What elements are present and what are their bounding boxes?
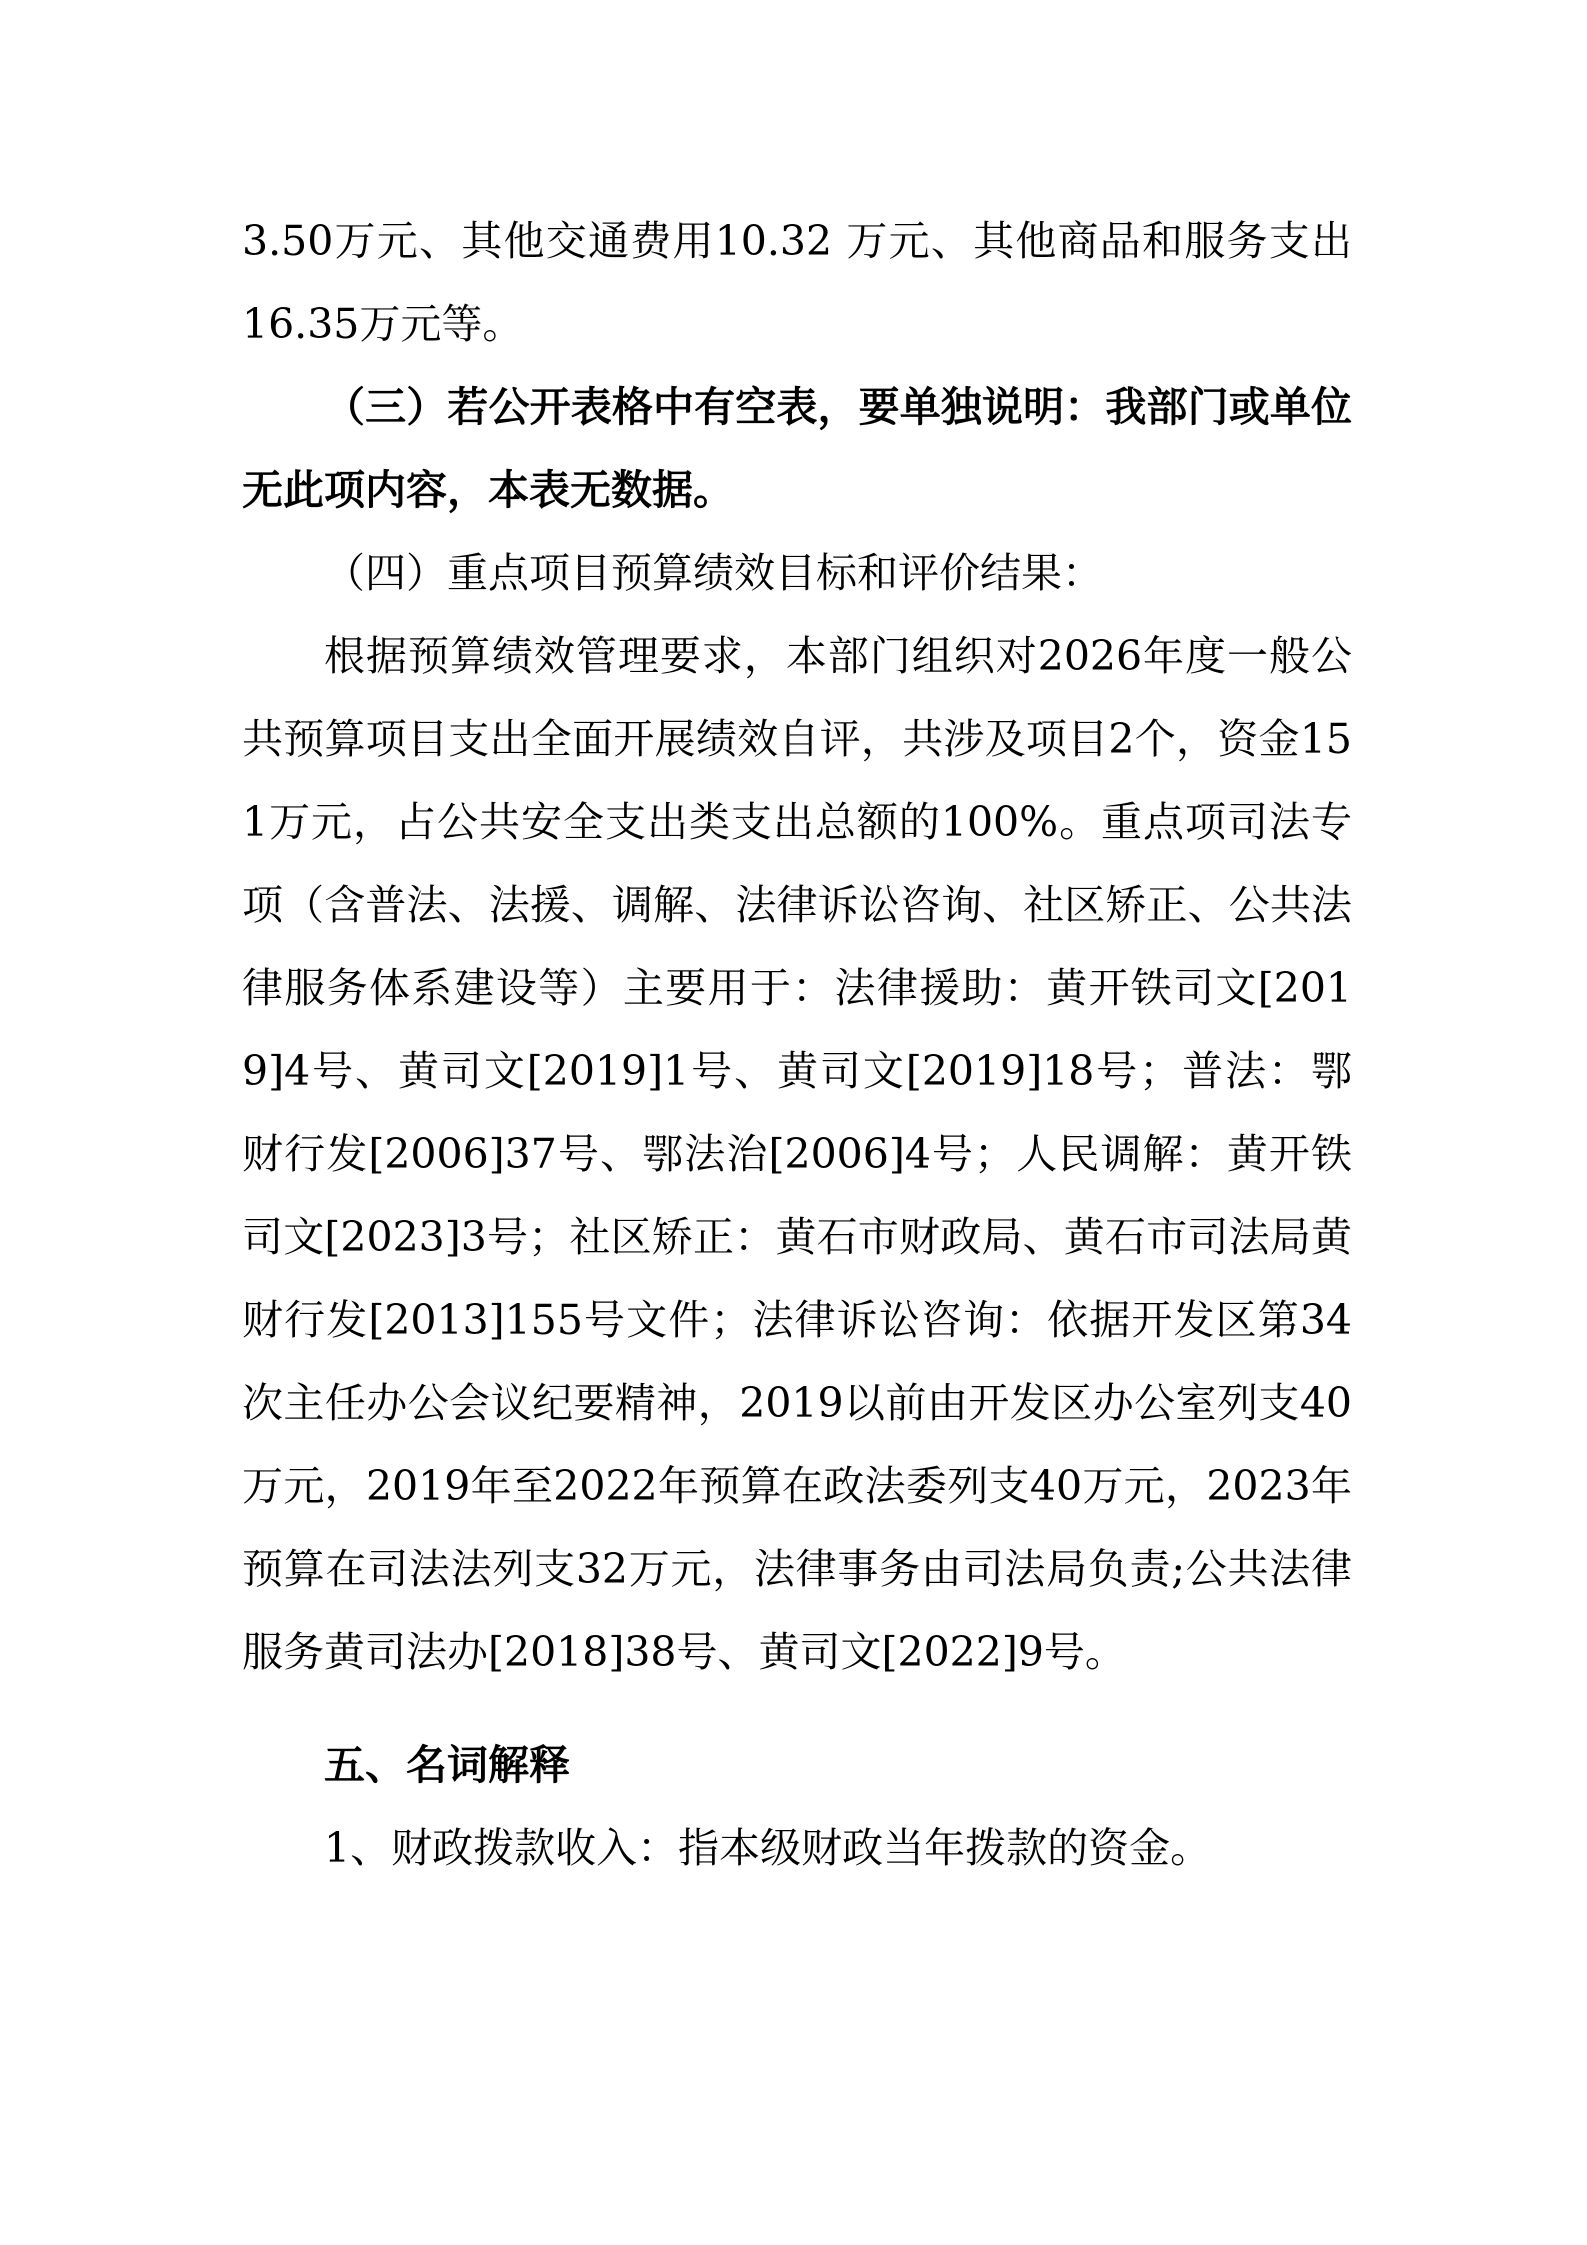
paragraph-performance-heading: （四）重点项目预算绩效目标和评价结果： [324,549,1103,597]
glossary-item-1: 1、财政拨款收入：指本级财政当年拨款的资金。 [324,1824,1212,1872]
document-body [242,200,1352,1890]
paragraph-performance-body: 根据预算绩效管理要求，本部门组织对2026年度一般公共预算项目支出全面开展绩效自评，共涉及项目2个，资金151万元，占公共安全支出类支出总额的100%。重点项司法专项（含普法、法援、调解、法律诉讼咨询、社区矫正、公共法律服务体系建设等）主要用于：法律援助：黄开铁司文[2019]4号、黄司文[2019]1号、黄司文[2019]18号；普法：鄂财行发[2006]37号、鄂法治[2006]4号；人民调解：黄开铁司文[2023]3号；社区矫正：黄石市财政局、黄石市司法局黄财行发[2013]155号文件；法律诉讼咨询：依据开发区第34次主任办公会议纪要精神，2019以前由开发区办公室列支40万元，2019年至2022年预算在政法委列支40万元，2023年预算在司法法列支32万元，法律事务由司法局负责;公共法律服务黄司法办[2018]38号、黄司文[2022]9号。 [242,632,1352,1676]
paragraph-empty-table-note: （三）若公开表格中有空表，要单独说明：我部门或单位无此项内容，本表无数据。 [242,383,1352,514]
section-heading-glossary: 五、名词解释 [324,1741,570,1789]
paragraph-expense-items: 3.50万元、其他交通费用10.32 万元、其他商品和服务支出 16.35万元等。 [242,217,1352,348]
